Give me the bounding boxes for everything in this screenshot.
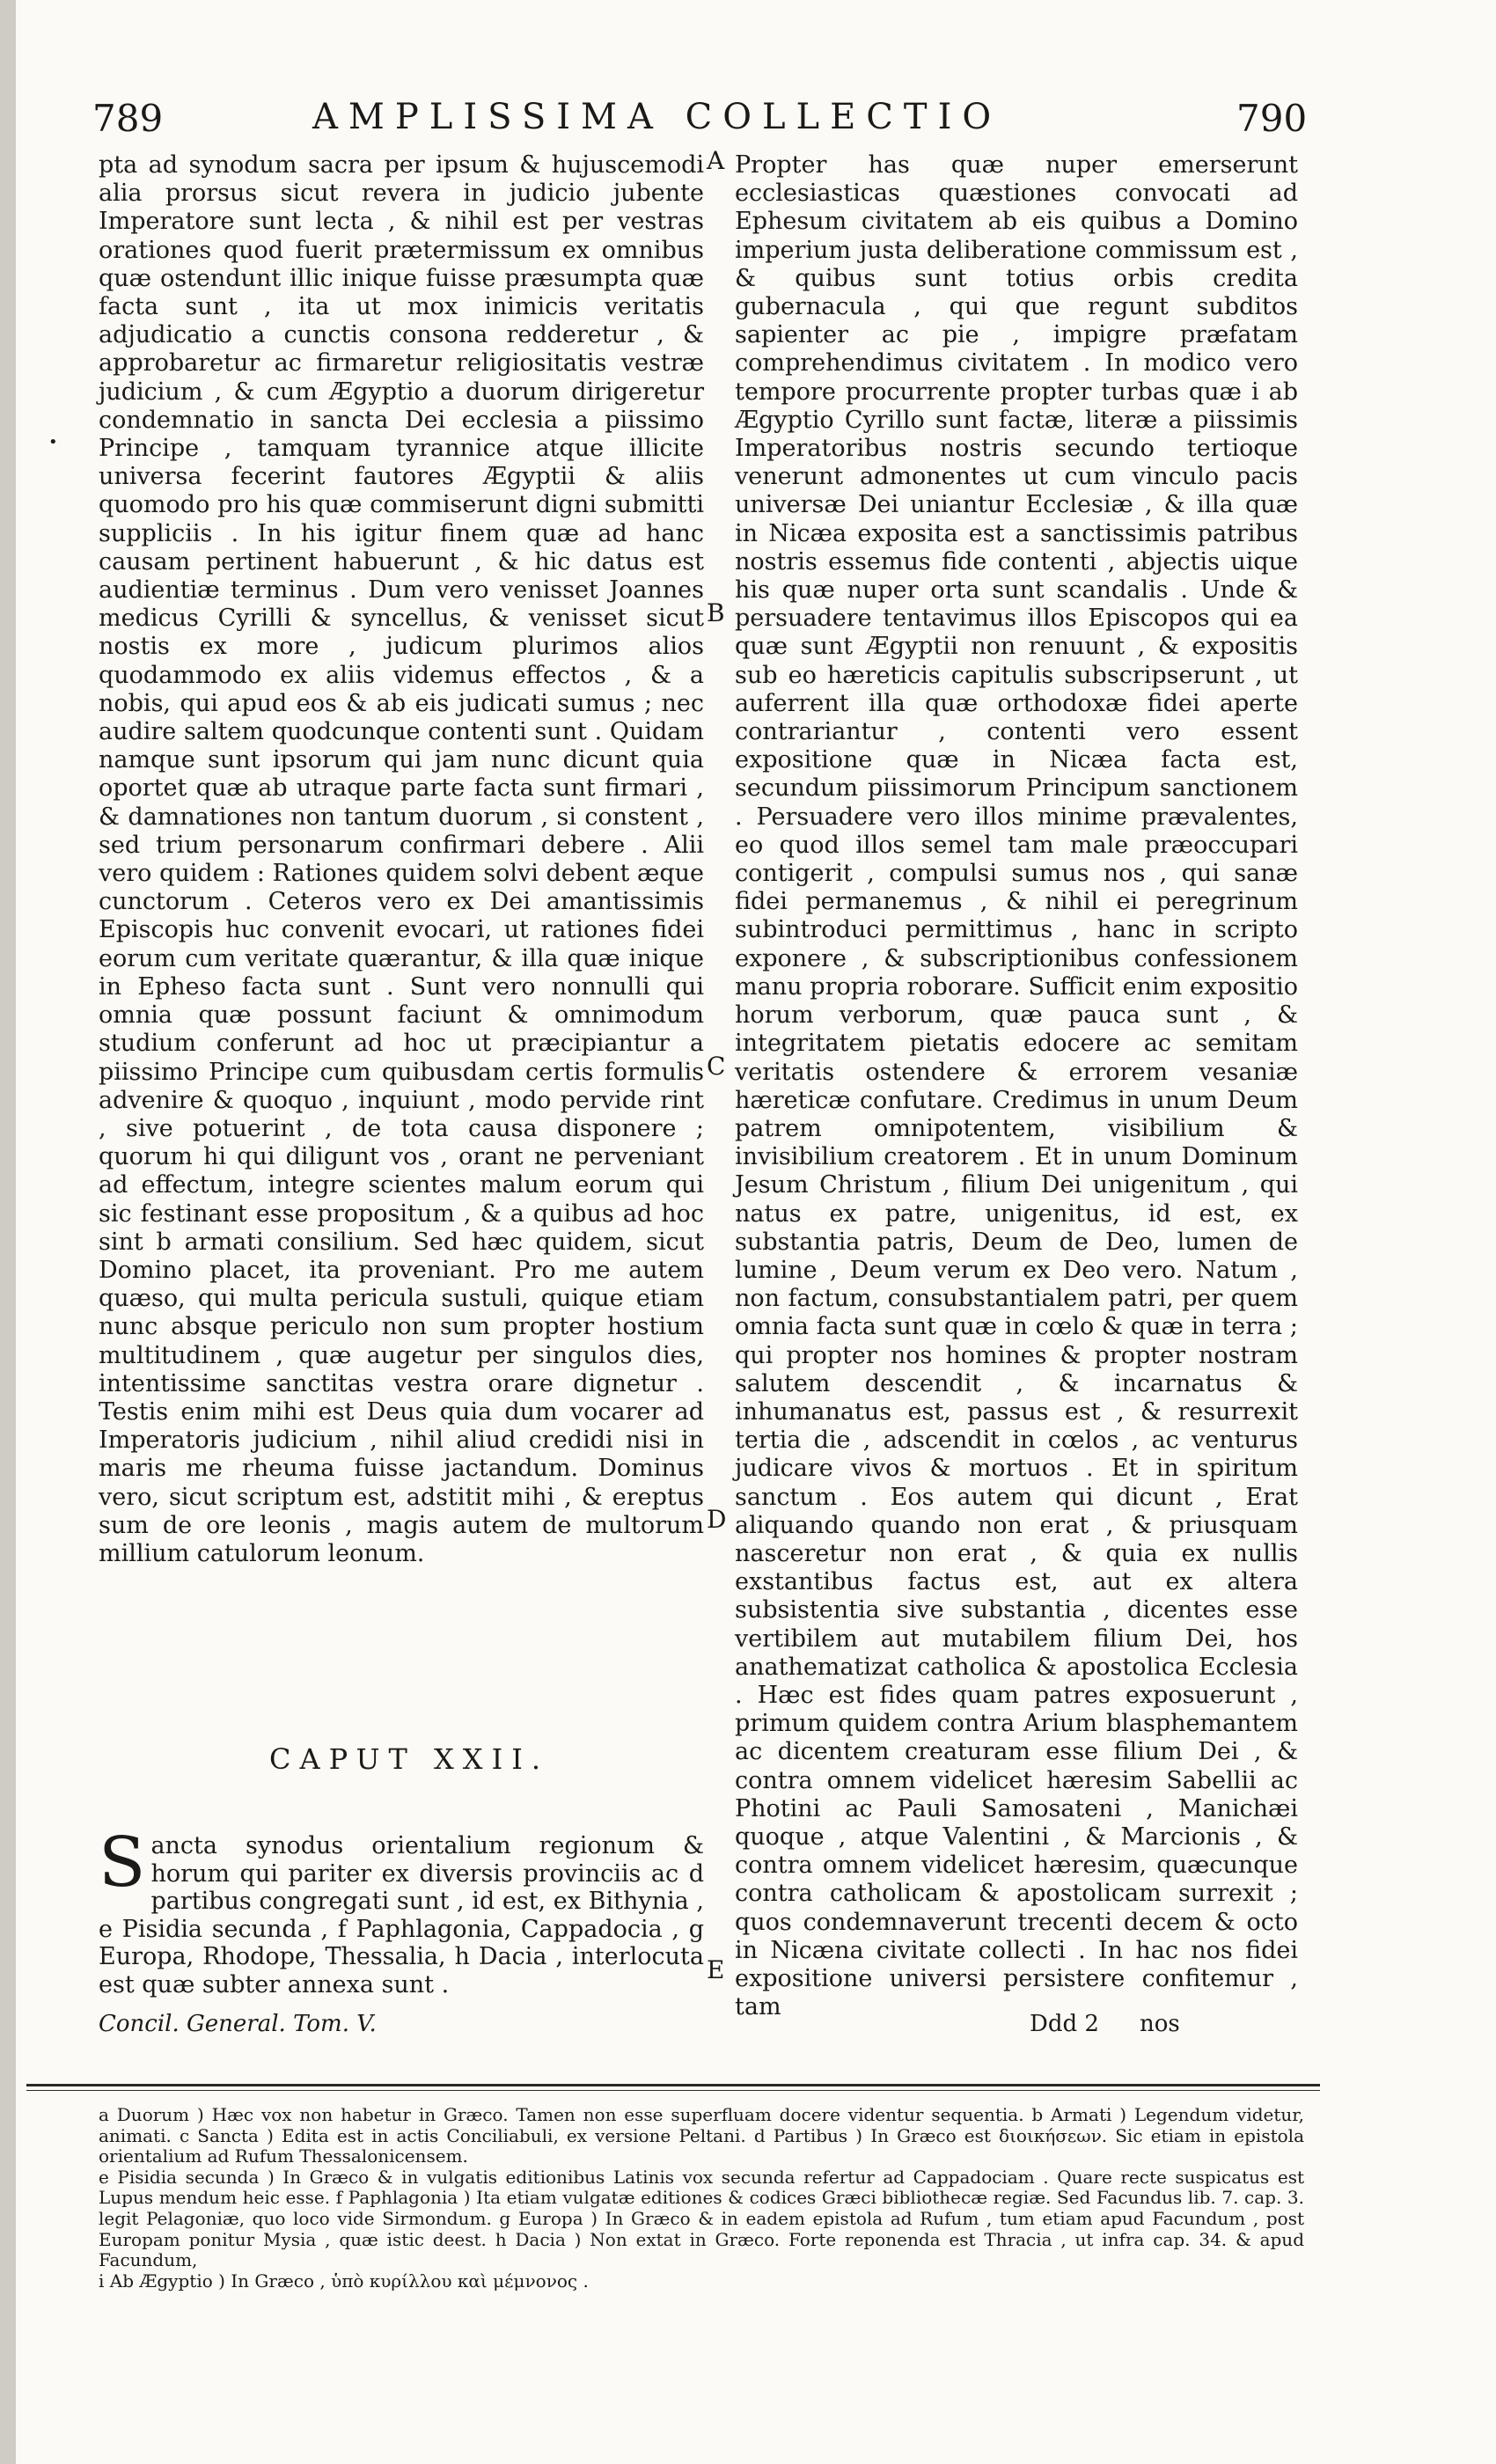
- chapter-paragraph: [99, 1823, 704, 1998]
- left-column: [99, 151, 704, 1568]
- chapter-heading: CAPUT XXII.: [268, 1742, 550, 1776]
- running-title: AMPLISSIMA COLLECTIO: [312, 97, 1002, 137]
- volume-line: Concil. General. Tom. V.: [99, 2011, 377, 2037]
- section-marker-d: D: [707, 1505, 727, 1534]
- page-number-left: 789: [92, 97, 164, 140]
- section-marker-c: C: [707, 1052, 726, 1081]
- footnote-block: e Pisidia secunda ) In Græco & in vulgatis editionibus Latinis vox secunda refertur ad Cappadociam . Quare recte suspicatus est Lupus mendum heic esse. f Paphlagonia ) Ita etiam vulgatæ editiones & codices Græci bibliothecæ regiæ. Sed Facundus lib. 7. cap. 3. legit Pelagoniæ, quo loco vide Sirmondum. g Europa ) In Græco & in eadem epistola ad Rufum , tum etiam apud Facundum , post Europam ponitur Mysia , quæ istic deest. h Dacia ) Non extat in Græco. Forte reponenda est Thracia , ut infra cap. 34. & apud Facundum,: [99, 2166, 1304, 2271]
- footnote-rule-thin: [26, 2090, 1320, 2091]
- signature-line: [1030, 2011, 1221, 2037]
- drop-capital: S: [99, 1823, 146, 1903]
- right-column: [735, 151, 1298, 2021]
- footnote-block: i Ab Ægyptio ) In Græco , ὑπὸ κυρίλλου καὶ μέμνονος .: [99, 2270, 589, 2292]
- right-column-text: Propter has quæ nuper emerserunt ecclesiasticas quæstiones convocati ad Ephesum civitatem ab eis quibus a Domino imperium justa deliberatione commissum est , & quibus sunt totius orbis credita gubernacula , qui que regunt subditos sapienter ac pie , impigre præfatam comprehendimus civitatem . In modico vero tempore procurrente propter turbas quæ i ab Ægyptio Cyrillo sunt factæ, literæ a piissimis Imperatoribus nostris secundo tertioque venerunt admonentes ut cum vinculo pacis universæ Dei uniantur Ecclesiæ , & illa quæ in Nicæa exposita est a sanctissimis patribus nostris essemus fide contenti , abjectis uique his quæ nuper orta sunt scandalis . Unde & persuadere tentavimus illos Episcopos qui ea quæ sunt Ægyptii non renuunt , & expositis sub eo hæreticis capitulis subscripserunt , ut auferrent illa quæ orthodoxæ fidei aperte contrariantur , contenti vero essent expositione quæ in Nicæa facta est, secundum piissimorum Principum sanctionem . Persuadere vero illos minime prævalentes, eo quod illos semel tam male præoccupari contigerit , compulsi sumus nos , qui sanæ fidei permanemus , & nihil ei peregrinum subintroduci permittimus , hanc in scripto exponere , & subscriptionibus confessionem manu propria roborare. Sufficit enim expositio horum verborum, quæ pauca sunt , & integritatem pietatis edocere ac semitam veritatis ostendere & errorem vesaniæ hæreticæ confutare. Credimus in unum Deum patrem omnipotentem, visibilium & invisibilium creatorem . Et in unum Dominum Jesum Christum , filium Dei unigenitum , qui natus ex patre, unigenitus, id est, ex substantia patris, Deum de Deo, lumen de lumine , Deum verum ex Deo vero. Natum , non factum, consubstantialem patri, per quem omnia facta sunt quæ in cœlo & quæ in terra ; qui propter nos homines & propter nostram salutem descendit , & incarnatus & inhumanatus est, passus est , & resurrexit tertia die , adscendit in cœlos , ac venturus judicare vivos & mortuos . Et in spiritum sanctum . Eos autem qui dicunt , Erat aliquando quando non erat , & priusquam nasceretur non erat , & quia ex nullis exstantibus factus est, aut ex altera subsistentia sive substantia , dicentes esse vertibilem aut mutabilem filium Dei, hos anathematizat catholica & apostolica Ecclesia . Hæc est fides quam patres exposuerunt , primum quidem contra Arium blasphemantem ac dicentem creaturam esse filium Dei , & contra omnem videlicet hæresim Sabellii ac Photini ac Pauli Samosateni , Manichæi quoque , atque Valentini , & Marcionis , & contra omnem videlicet hæresim, quæcunque contra catholicam & apostolicam surrexit ; quos condemnaverunt trecenti decem & octo in Nicæna civitate collecti . In hac nos fidei expositione universi persistere confitemur , tam: [735, 151, 1298, 2021]
- left-column-text: pta ad synodum sacra per ipsum & hujuscemodi alia prorsus sicut revera in judicio jubente Imperatore sunt lecta , & nihil est per vestras orationes quod fuerit prætermissum ex omnibus quæ ostendunt illic inique fuisse præsumpta quæ facta sunt , ita ut mox inimicis veritatis adjudicatio a cunctis consona redderetur , & approbaretur ac firmaretur religiositatis vestræ judicium , & cum Ægyptio a duorum dirigeretur condemnatio in sancta Dei ecclesia a piissimo Principe , tamquam tyrannice atque illicite universa fecerint fautores Ægyptii & aliis quomodo pro his quæ commiserunt digni submitti suppliciis . In his igitur finem quæ ad hanc causam pertinent habuerunt , & hic datus est audientiæ terminus . Dum vero venisset Joannes medicus Cyrilli & syncellus, & venisset sicut nostis ex more , judicum plurimos alios quodammodo ex aliis videmus effectos , & a nobis, qui apud eos & ab eis judicati sumus ; nec audire saltem quodcunque contenti sunt . Quidam namque sunt ipsorum qui jam nunc dicunt quia oportet quæ ab utraque parte facta sunt firmari , & damnationes non tantum duorum , si constent , sed trium personarum confirmari debere . Alii vero quidem : Rationes quidem solvi debent æque cunctorum . Ceteros vero ex Dei amantissimis Episcopis huc convenit evocari, ut rationes fidei eorum cum veritate quærantur, & illa quæ inique in Epheso facta sunt . Sunt vero nonnulli qui omnia quæ possunt faciunt & omnimodum studium conferunt ad hoc ut præcipiantur a piissimo Principe cum quibusdam certis formulis advenire & quoquo , inquiunt , modo pervide rint , sive potuerint , de tota causa disponere ; quorum hi qui diligunt vos , orant ne perveniant ad effectum, integre scientes malum eorum qui sic festinant esse propositum , & a quibus ad hoc sint b armati consilium. Sed hæc quidem, sicut Domino placet, ita proveniant. Pro me autem quæso, qui multa pericula sustuli, quique etiam nunc absque periculo non sum propter hostium multitudinem , quæ augetur per singulos dies, intentissime sanctitas vestra orare dignetur . Testis enim mihi est Deus quia dum vocarer ad Imperatoris judicium , nihil aliud credidi nisi in maris me rheuma fuisse jactandum. Dominus vero, sicut scriptum est, adstitit mihi , & ereptus sum de ore leonis , magis autem de multorum millium catulorum leonum.: [99, 151, 704, 1567]
- signature-mark: Ddd 2: [1030, 2011, 1099, 2037]
- footnote-block: a Duorum ) Hæc vox non habetur in Græco. Tamen non esse superfluam docere videntur sequentia. b Armati ) Legendum videtur, animati. c Sancta ) Edita est in actis Conciliabuli, ex versione Peltani. d Partibus ) In Græco est διοικήσεων. Sic etiam in epistola orientalium ad Rufum Thessalonicensem.: [99, 2104, 1304, 2167]
- section-marker-b: B: [707, 598, 725, 627]
- section-marker-e: E: [707, 1955, 725, 1984]
- footnote-rule: [26, 2084, 1320, 2086]
- section-marker-a: A: [707, 146, 725, 175]
- footnotes: [99, 2105, 1304, 2292]
- page-spine-shadow: [0, 0, 16, 2464]
- chapter-text: ancta synodus orientalium regionum & horum qui pariter ex diversis provinciis ac d partibus congregati sunt , id est, ex Bithynia , e Pisidia secunda , f Paphlagonia, Cappadocia , g Europa, Rhodope, Thessalia, h Dacia , interlocuta est quæ subter annexa sunt .: [99, 1832, 704, 1998]
- margin-dot: •: [48, 433, 58, 451]
- page-number-right: 790: [1236, 97, 1308, 140]
- catchword: nos: [1139, 2011, 1180, 2037]
